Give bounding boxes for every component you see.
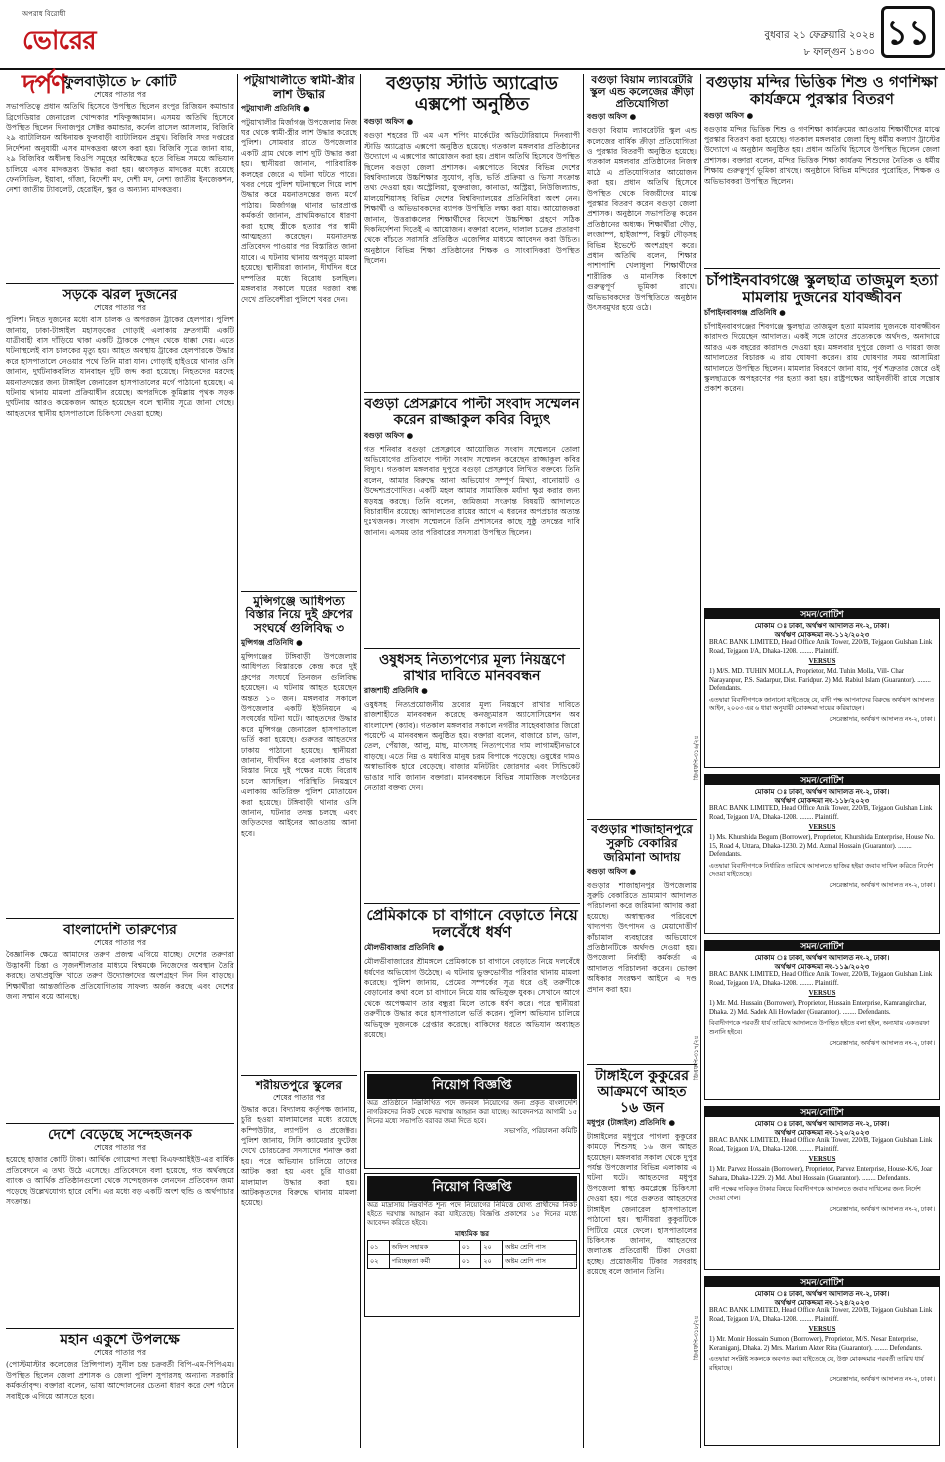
side-code: ডিএফপি-৩১৭/২৪ [693,1035,700,1080]
divider [704,268,940,269]
headline-phulbari[interactable]: ফুলবাড়ীতে ৮ কোটি [63,74,177,90]
ad-sign: সেরেস্তাদার, অর্থঋণ আদালত নং-২, ঢাকা। [829,1206,935,1214]
article-body: বগুড়ায় মন্দির ভিত্তিক শিশু ও গণশিক্ষা কার্যক্রমের আওতায় শিক্ষার্থীদের মাঝে পুরস্কার বিতরণ করা হয়েছে। গতকাল মঙ্গলবার জেলা হিন্দু ধর্মীয় কল্যাণ ট্রাস্টের উদ্যোগে এ অনুষ্ঠান অনুষ্ঠিত হয়। প্রধান অতিথি হিসেবে উপস্থিত ছিলেন জেলা প্রশাসক। বক্তারা বলেন, মন্দির ভিত্তিক শিক্ষা কার্যক্রম শিশুদের নৈতিক ও ধর্মীয় শিক্ষায় গুরুত্বপূর্ণ ভূমিকা রাখছে। অনুষ্ঠানে বিভিন্ন মন্দিরের পুরোহিত, শিক্ষক ও অভিভাবকরা উপস্থিত ছিলেন। [704,124,940,186]
page-number: ১১ [881,6,935,58]
jobs-table [367,1240,577,1269]
divider [241,591,357,592]
ad-foot: এতদ্বারা বিবাদীগণকে জানানো যাইতেছে যে, বাদী পক্ষ আপনাদের বিরুদ্ধে অর্থঋণ আদালত আইন, ২০০৩ এর ৬ ধারা অনুযায়ী মোকদ্দমা দায়ের করিয়াছেন। [709,696,935,713]
divider [6,283,234,284]
headline-press[interactable]: বগুড়া প্রেসক্লাবে পাল্টা সংবাদ সম্মেলন করেন রাজ্জাকুল কবির বিদ্যুৎ [364,396,580,429]
byline: রাজশাহী প্রতিনিধি ● [364,685,428,695]
ad-versus: VERSUS [808,1326,836,1334]
ad-foot: বিবাদীগণকে পরবর্তী ধার্য তারিখে আদালতে উপস্থিত হইতে বলা হইল, অন্যথায় একতরফা শুনানি হইবে। [709,1020,930,1036]
column-1 [6,74,234,1448]
ad-foot: বাদী পক্ষের দাবিকৃত টাকার বিষয়ে বিবাদীগণকে আদালতে জবাব দাখিলের জন্য নির্দেশ দেওয়া গেল। [709,1186,921,1202]
headline-krira[interactable]: বগুড়া বিয়াম ল্যাবরেটরি স্কুল এন্ড কলেজের ক্রীড়া প্রতিযোগিতা [590,74,694,111]
cell: অষ্টম শ্রেণি পাস [502,1241,576,1255]
court-notice-ad[interactable] [704,774,940,934]
article-body: (পোস্টমাস্টার কলেজের প্রিন্সিপাল) সুনীল চন্দ্র চক্রবর্তী বিপি-এম-পিপিএম। উপস্থিত ছিলেন জেলা প্রশাসক ও জেলা পুলিশ সুপারসহ অন্যান্য সরকারি কর্মকর্তাবৃন্দ। বক্তারা বলেন, ভাষা আন্দোলনের চেতনা ধারণ করে দেশ গঠনে সবাইকে এগিয়ে আসতে হবে। [6,1360,234,1401]
ad-head: সমন/নোটিশ [705,1277,939,1287]
column-divider [237,74,238,1448]
cell: অফিস সহায়ক [389,1241,459,1255]
cell: ০১ [368,1241,390,1255]
side-code: ডিএফপি-৩১৮/২৪ [693,1315,700,1360]
divider [364,903,580,904]
article-body: মৌলভীবাজারের শ্রীমঙ্গলে প্রেমিকাকে চা বাগানে বেড়াতে নিয়ে দলবেঁধে ধর্ষণের অভিযোগ উঠেছে। এ ঘটনায় ভুক্তভোগীর পরিবার থানায় মামলা করেছে। পুলিশ জানায়, প্রেমের সম্পর্কের সূত্র ধরে ওই তরুণীকে বেড়ানোর কথা বলে চা বাগানে নিয়ে যায় অভিযুক্ত যুবক। সেখানে আগে থেকে অপেক্ষমাণ তার বন্ধুরা মিলে তাকে ধর্ষণ করে। পরে স্থানীয়রা তরুণীকে উদ্ধার করে হাসপাতালে ভর্তি করেন। পুলিশ অভিযান চালিয়ে অভিযুক্ত দুজনকে গ্রেপ্তার করেছে। বাকিদের ধরতে অভিযান অব্যাহত রয়েছে। [364,957,580,1040]
byline: বগুড়া অফিস ● [364,117,414,127]
column-4 [587,74,697,1448]
court-notice-ad[interactable] [704,1106,940,1270]
ad-head: সমন/নোটিশ [705,1107,939,1117]
divider [6,1328,234,1329]
byline: বগুড়া অফিস ● [587,112,637,122]
date-bengali: ৮ ফাল্গুন ১৪৩০ [803,47,875,58]
byline: বগুড়া অফিস ● [364,430,414,440]
divider [587,819,697,820]
article-body: বগুড়ার শাজাহানপুর উপজেলায় সুরুচি বেকারিতে ভ্রাম্যমাণ আদালত পরিচালনা করে জরিমানা আদায় করা হয়েছে। অস্বাস্থ্যকর পরিবেশে খাদ্যপণ্য উৎপাদন ও মেয়াদোত্তীর্ণ কাঁচামাল ব্যবহারের অভিযোগে প্রতিষ্ঠানটিকে অর্থদণ্ড দেওয়া হয়। উপজেলা নির্বাহী কর্মকর্তা এ আদালত পরিচালনা করেন। ভোক্তা অধিকার সংরক্ষণ আইনে এ দণ্ড প্রদান করা হয়। [587,880,697,994]
ad-plaintiff: BRAC BANK LIMITED, Head Office Anik Tower, 220/B, Tejgaon Gulshan Link Road, Tejgaon I/A, Dhaka-1208. ........ Plaintiff. [709,1137,933,1153]
ad-case: অর্থঋণ মোকদ্দমা নং-১১৮/২০২৩ [774,796,870,805]
column-divider [583,74,584,1448]
ad-plaintiff: BRAC BANK LIMITED, Head Office Anik Tower, 220/B, Tejgaon Gulshan Link Road, Tejgaon I/A, Dhaka-1208. ........ Plaintiff. [709,971,933,987]
ad-plaintiff: BRAC BANK LIMITED, Head Office Anik Tower, 220/B, Tejgaon Gulshan Link Road, Tejgaon I/A, Dhaka-1208. ........ Plaintiff. [709,639,933,655]
ad-defendant: 1) Mr. Parvez Hossain (Borrower), Proprietor, Parvez Enterprise, House-K/6, Joar Sahara, Dhaka-1229. 2) Md. Abul Hossain (Guarantor). ........ Defendants. [709,1166,933,1182]
ad-defendant: 1) Mr. Md. Hussain (Borrower), Proprietor, Hussain Enterprise, Kamrangirchar, Dhaka. 2) Md. Sadek Ali Howlader (Guarantor). ........ Defendants. [709,1000,927,1016]
byline: মৌলভীবাজার প্রতিনিধি ● [364,943,445,953]
job-notice-2[interactable] [364,1173,580,1317]
notice-body: অত্র প্রতিষ্ঠানে নিম্নলিখিত পদে জনবল নিয়োগের জন্য প্রকৃত বাংলাদেশি নাগরিকদের নিকট থেকে দরখাস্ত আহ্বান করা যাচ্ছে। আবেদনপত্র আগামী ১৫ দিনের মধ্যে সভাপতি বরাবর জমা দিতে হবে। [367,1099,577,1126]
headline-jorimana[interactable]: বগুড়ার শাজাহানপুরে সুরুচি বেকারির জরিমানা আদায় [591,823,693,864]
byline: পটুয়াখালী প্রতিনিধি ● [241,103,310,113]
headline-munshiganj[interactable]: মুন্সিগঞ্জে আধিপত্য বিস্তার নিয়ে দুই গ্রুপের সংঘর্ষে গুলিবিদ্ধ ৩ [245,594,353,636]
ad-sign: সেরেস্তাদার, অর্থঋণ আদালত নং-২, ঢাকা। [829,716,935,724]
ad-head: সমন/নোটিশ [705,609,939,619]
divider [6,918,234,919]
cell: পরিচ্ছন্নতা কর্মী [389,1255,459,1269]
jump-line: শেষের পাতার পর [94,1348,146,1358]
notice-title: নিয়োগ বিজ্ঞপ্তি [367,1074,577,1099]
article-body: বগুড়া শহরের টি এম এস শপিং মার্কেটের অডিটোরিয়ামে দিনব্যাপী স্টাডি অ্যাব্রোড এক্সপো অনুষ্ঠিত হয়েছে। গতকাল মঙ্গলবার প্রতিষ্ঠানের উদ্যোগে এ এক্সপোর আয়োজন করা হয়। প্রধান অতিথি হিসেবে উপস্থিত ছিলেন বগুড়া জেলা প্রশাসক। এক্সপোতে বিশ্বের বিভিন্ন দেশের বিশ্ববিদ্যালয়ে উচ্চশিক্ষার সুযোগ, বৃত্তি, ভর্তি প্রক্রিয়া ও ভিসা সংক্রান্ত তথ্য দেওয়া হয়। অস্ট্রেলিয়া, যুক্তরাজ্য, কানাডা, অস্ট্রিয়া, নিউজিল্যান্ড, মালয়েশিয়াসহ বিভিন্ন দেশের বিশ্ববিদ্যালয়ের প্রতিনিধিরা অংশ নেন। শিক্ষার্থী ও অভিভাবকদের ব্যাপক উপস্থিতি লক্ষ্য করা যায়। আয়োজকরা জানান, উত্তরাঞ্চলের শিক্ষার্থীদের বিদেশে উচ্চশিক্ষা গ্রহণে সঠিক দিকনির্দেশনা দিতেই এ আয়োজন। বক্তারা বলেন, দালাল চক্রের প্রতারণা থেকে বাঁচতে সরাসরি প্রতিষ্ঠিত এজেন্সির মাধ্যমে আবেদন করা উচিত। অনুষ্ঠানে বিভিন্ন শিক্ষা প্রতিষ্ঠানের শিক্ষক ও সাংবাদিকরা উপস্থিত ছিলেন। [364,131,580,266]
ad-plaintiff: BRAC BANK LIMITED, Head Office Anik Tower, 220/B, Tejgaon Gulshan Link Road, Tejgaon I/A, Dhaka-1208. ........ Plaintiff. [709,805,933,821]
jump-line: শেষের পাতার পর [94,938,146,948]
logo-name: ভোরের দর্পণ [22,26,96,100]
ad-defendant: 1) M/S. MD. TUHIN MOLLA, Proprietor, Md. Tuhin Molla, Vill- Char Narayanpur, P.S. Sadarpur, Dist. Faridpur. 2) Md. Rabiul Islam (Guarantor). ........ Defendants. [709,668,931,693]
byline: বগুড়া অফিস ● [704,110,754,120]
article-body: উদ্ধার করে। বিদ্যালয় কর্তৃপক্ষ জানায়, চুরি হওয়া মালামালের মধ্যে রয়েছে কম্পিউটার, ল্যাপটপ ও প্রজেক্টর। পুলিশ জানায়, সিসি ক্যামেরার ফুটেজ দেখে চোরচক্রের সদস্যদের শনাক্ত করা হয়। পরে অভিযান চালিয়ে তাদের আটক করা হয় এবং চুরি যাওয়া মালামাল উদ্ধার করা হয়। আটককৃতদের বিরুদ্ধে থানায় মামলা হয়েছে। [241,1104,357,1208]
ad-case: অর্থঋণ মোকদ্দমা নং-১১২/২০২৩ [774,630,870,639]
ad-case: অর্থঋণ মোকদ্দমা নং-১১৯/২০২৩ [774,962,870,971]
table-head: মাধ্যমিক স্তর [455,1229,489,1239]
ad-court: মোকাম ঃ ঢাকা, অর্থঋণ আদালত নং-২, ঢাকা। [754,954,890,963]
cell: ০২ [368,1255,390,1269]
cell: ২০ [481,1255,503,1269]
headline-deshe[interactable]: দেশে বেড়েছে সন্দেহজনক [47,1127,193,1144]
ad-head: সমন/নোটিশ [705,775,939,785]
column-3 [364,74,580,1448]
cell: ০১ [459,1241,481,1255]
ad-defendant: 1) Ms. Khurshida Begum (Borrower), Proprietor, Khurshida Enterprise, House No. 15, Road 4, Uttara, Dhaka-1230. 2) Md. Azmal Hossain (Guarantor). ........ Defendants. [709,834,935,859]
notice-signature: সভাপতি, পরিচালনা কমিটি [504,1127,577,1136]
ad-sign: সেরেস্তাদার, অর্থঋণ আদালত নং-২, ঢাকা। [829,1040,935,1048]
article-body: বগুড়া বিয়াম ল্যাবরেটরি স্কুল এন্ড কলেজের বার্ষিক ক্রীড়া প্রতিযোগিতা ও পুরস্কার বিতরণী অনুষ্ঠিত হয়েছে। গতকাল মঙ্গলবার প্রতিষ্ঠানের নিজস্ব মাঠে এ প্রতিযোগিতার আয়োজন করা হয়। প্রধান অতিথি হিসেবে উপস্থিত থেকে বিজয়ীদের মাঝে পুরস্কার বিতরণ করেন বগুড়া জেলা প্রশাসক। অনুষ্ঠানে সভাপতিত্ব করেন প্রতিষ্ঠানের অধ্যক্ষ। শিক্ষার্থীরা দৌড়, লংজাম্প, হাইজাম্প, বিস্কুট দৌড়সহ বিভিন্ন ইভেন্টে অংশগ্রহণ করে। প্রধান অতিথি বলেন, শিক্ষার পাশাপাশি খেলাধুলা শিক্ষার্থীদের শারীরিক ও মানসিক বিকাশে গুরুত্বপূর্ণ ভূমিকা রাখে। অভিভাবকদের উপস্থিতিতে অনুষ্ঠান উৎসবমুখর হয়ে ওঠে। [587,126,697,313]
headline-expo[interactable]: বগুড়ায় স্টাডি অ্যাব্রোড এক্সপো অনুষ্ঠিত [386,74,558,115]
article-body: ওষুধসহ নিত্যপ্রয়োজনীয় দ্রব্যের মূল্য নিয়ন্ত্রণে রাখার দাবিতে রাজশাহীতে মানববন্ধন করেছে কনজ্যুমারস অ্যাসোসিয়েশন অব বাংলাদেশ (ক্যাব)। গতকাল মঙ্গলবার সকালে নগরীর সাহেববাজার জিরো পয়েন্টে এ মানববন্ধন অনুষ্ঠিত হয়। বক্তারা বলেন, বাজারে চাল, ডাল, তেল, পেঁয়াজ, আলু, মাছ, মাংসসহ নিত্যপণ্যের দাম লাগামহীনভাবে বাড়ছে। এতে নিম্ন ও মধ্যবিত্ত মানুষ চরম বিপাকে পড়েছে। ওষুধের দামও অস্বাভাবিক হারে বেড়েছে। বাজার মনিটরিং জোরদার এবং সিন্ডিকেট ভাঙার দাবি জানান বক্তারা। মানববন্ধনে বিভিন্ন সামাজিক সংগঠনের নেতারা বক্তব্য দেন। [364,699,580,792]
ad-head: সমন/নোটিশ [705,941,939,951]
ad-plaintiff: BRAC BANK LIMITED, Head Office Anik Tower, 220/B, Tejgaon Gulshan Link Road, Tejgaon I/A, Dhaka-1208. ........ Plaintiff. [709,1307,933,1323]
byline: চাঁপাইনবাবগঞ্জ প্রতিনিধি ● [704,308,786,317]
article-body: টাঙ্গাইলের মধুপুরে পাগলা কুকুরের কামড়ে শিশুসহ ১৬ জন আহত হয়েছেন। মঙ্গলবার সকাল থেকে দুপুর পর্যন্ত উপজেলার বিভিন্ন এলাকায় এ ঘটনা ঘটে। আহতদের মধুপুর উপজেলা স্বাস্থ্য কমপ্লেক্সে চিকিৎসা দেওয়া হয়। পরে গুরুতর আহতদের টাঙ্গাইল জেনারেল হাসপাতালে পাঠানো হয়। স্থানীয়রা কুকুরটিকে পিটিয়ে মেরে ফেলে। হাসপাতালের চিকিৎসক জানান, আহতদের জলাতঙ্ক প্রতিরোধী টিকা দেওয়া হচ্ছে। প্রয়োজনীয় টিকার সরবরাহ রয়েছে বলে জানান তিনি। [587,1131,697,1277]
cell: অষ্টম শ্রেণি পাস [502,1255,576,1269]
jump-line: শেষের পাতার পর [94,303,146,313]
jump-line: শেষের পাতার পর [94,1143,146,1153]
date-gregorian: বুধবার ২১ ফেব্রুয়ারি ২০২৪ [764,30,875,41]
dateline [765,28,876,62]
notice-body: অত্র মাদ্রাসায় নিম্নবর্ণিত শূন্য পদে নিয়োগের নিমিত্তে যোগ্য প্রার্থীদের নিকট হইতে দরখাস্ত আহ্বান করা যাইতেছে। বিজ্ঞপ্তি প্রকাশের ১৫ দিনের মধ্যে আবেদন করিতে হইবে। [367,1201,577,1228]
job-notice-1[interactable] [364,1071,580,1169]
jump-line: শেষের পাতার পর [94,90,146,100]
article-body: পটুয়াখালীর মির্জাগঞ্জ উপজেলায় নিজ ঘর থেকে স্বামী-স্ত্রীর লাশ উদ্ধার করেছে পুলিশ। সোমবার রাতে উপজেলার একটি গ্রাম থেকে লাশ দুটি উদ্ধার করা হয়। স্থানীয়রা জানান, পারিবারিক কলহের জেরে এ ঘটনা ঘটতে পারে। খবর পেয়ে পুলিশ ঘটনাস্থলে গিয়ে লাশ উদ্ধার করে ময়নাতদন্তের জন্য মর্গে পাঠায়। মির্জাগঞ্জ থানার ভারপ্রাপ্ত কর্মকর্তা জানান, প্রাথমিকভাবে ধারণা করা হচ্ছে স্ত্রীকে হত্যার পর স্বামী আত্মহত্যা করেছেন। ময়নাতদন্ত প্রতিবেদন পাওয়ার পর বিস্তারিত জানা যাবে। এ ঘটনায় থানায় অপমৃত্যু মামলা হয়েছে। স্থানীয়রা জানান, দীর্ঘদিন ধরে দম্পতির মধ্যে বিরোধ চলছিল। মঙ্গলবার সকালে ঘরের দরজা বন্ধ দেখে প্রতিবেশীরা পুলিশে খবর দেন। [241,117,357,304]
court-notice-ad[interactable] [704,1276,940,1446]
ad-foot: এতদ্বারা বিবাদীগণকে নির্ধারিত তারিখে আদালতে হাজির হইয়া জবাব দাখিল করিতে নির্দেশ দেওয়া যাইতেছে। [709,862,934,879]
ad-sign: সেরেস্তাদার, অর্থঋণ আদালত নং-২, ঢাকা। [829,1376,935,1384]
ad-versus: VERSUS [808,1156,836,1164]
article-body: মুন্সিগঞ্জের টঙ্গিবাড়ী উপজেলায় আধিপত্য বিস্তারকে কেন্দ্র করে দুই গ্রুপের সংঘর্ষে তিনজন গুলিবিদ্ধ হয়েছেন। এ ঘটনায় আহত হয়েছেন অন্তত ১০ জন। মঙ্গলবার সকালে উপজেলার একটি ইউনিয়নে এ সংঘর্ষের ঘটনা ঘটে। আহতদের উদ্ধার করে মুন্সিগঞ্জ জেনারেল হাসপাতালে ভর্তি করা হয়েছে। গুরুতর আহতদের ঢাকায় পাঠানো হয়েছে। স্থানীয়রা জানান, দীর্ঘদিন ধরে এলাকায় প্রভাব বিস্তার নিয়ে দুই পক্ষের মধ্যে বিরোধ চলে আসছিল। পরিস্থিতি নিয়ন্ত্রণে এলাকায় অতিরিক্ত পুলিশ মোতায়েন করা হয়েছে। টঙ্গিবাড়ী থানার ওসি জানান, ঘটনার তদন্ত চলছে এবং জড়িতদের আইনের আওতায় আনা হবে। [241,651,357,838]
table-row [368,1255,577,1269]
article-body: সভাপতিত্বে প্রধান অতিথি হিসেবে উপস্থিত ছিলেন রংপুর রিজিয়ন কমান্ডার ব্রিগেডিয়ার জেনারেল খোন্দকার শফিকুজ্জামান। এসময় অতিথি হিসেবে উপস্থিত ছিলেন দিনাজপুর সেক্টর কমান্ডার, কর্নেল রাসেল আসলাম, বিজিবি ২৯ ব্যাটালিয়ন অধিনায়ক ফুলবাড়ী ব্যাটালিয়ন প্রমুখ। বিজিবি সদর দপ্তরের নির্দেশনা অনুযায়ী এসব মাদকদ্রব্য ধ্বংস করা হয়। বিজিবি সূত্রে জানা যায়, ২৯ বিজিবির অধীনস্থ বিওপি সমূহের অধিক্ষেত্র হতে বিভিন্ন সময়ে অভিযান চালিয়ে এসব মাদকদ্রব্য উদ্ধার করা হয়। ধ্বংসকৃত মাদকের মধ্যে রয়েছে ফেনসিডিল, ইয়াবা, গাঁজা, বিদেশী মদ, দেশী মদ, নেশা জাতীয় ইনজেকশন, নেশা জাতীয় ট্যাবলেট, হেরোইন, স্কুর ও অন্যান্য মাদকদ্রব্য। [6,102,234,195]
cell: ০১ [459,1255,481,1269]
ad-versus: VERSUS [808,990,836,998]
table-row [368,1241,577,1255]
article-body: চাঁপাইনবাবগঞ্জের শিবগঞ্জে স্কুলছাত্র তাজমুল হত্যা মামলায় দুজনকে যাবজ্জীবন কারাদণ্ড দিয়েছেন আদালত। একই সঙ্গে তাদের প্রত্যেককে অর্থদণ্ড, অনাদায়ে আরও এক বছরের কারাদণ্ড দেওয়া হয়। মঙ্গলবার দুপুরে জেলা ও দায়রা জজ আদালতের বিচারক এ রায় ঘোষণা করেন। রায় ঘোষণার সময় আসামিরা আদালতে উপস্থিত ছিলেন। মামলার বিবরণে জানা যায়, পূর্ব শত্রুতার জেরে ওই স্কুলছাত্রকে অপহরণের পর হত্যা করা হয়। রাষ্ট্রপক্ষের আইনজীবী রায়ে সন্তোষ প্রকাশ করেন। [704,322,940,394]
ad-court: মোকাম ঃ ঢাকা, অর্থঋণ আদালত নং-২, ঢাকা। [754,622,890,631]
headline-tarun[interactable]: বাংলাদেশি তারুণ্যের [63,922,177,939]
column-divider [360,74,361,1448]
article-body: গত শনিবার বগুড়া প্রেসক্লাবে আয়োজিত সংবাদ সম্মেলনে তোলা অভিযোগের প্রতিবাদে পাল্টা সংবাদ সম্মেলন করেছেন রাজ্জাকুল কবির বিদ্যুৎ। গতকাল মঙ্গলবার দুপুরে বগুড়া প্রেসক্লাবে লিখিত বক্তব্যে তিনি বলেন, আমার বিরুদ্ধে আনা অভিযোগ সম্পূর্ণ মিথ্যা, বানোয়াট ও উদ্দেশ্যপ্রণোদিত। একটি মহল আমার সামাজিক মর্যাদা ক্ষুণ্ণ করার জন্য ষড়যন্ত্র করছে। তিনি বলেন, জমিজমা সংক্রান্ত বিষয়টি আদালতে বিচারাধীন রয়েছে। আদালতের রায়ের আগে এ ধরনের অপপ্রচার অত্যন্ত দুঃখজনক। সংবাদ সম্মেলনে তিনি প্রশাসনের কাছে সুষ্ঠু তদন্তের দাবি জানান। এসময় তার পরিবারের সদস্যরা উপস্থিত ছিলেন। [364,444,580,537]
jump-line: শেষের পাতার পর [273,1092,325,1102]
column-2 [241,74,357,1448]
divider [241,1075,357,1076]
divider [6,1123,234,1124]
ad-court: মোকাম ঃ ঢাকা, অর্থঋণ আদালত নং-২, ঢাকা। [754,1290,890,1299]
side-code: ডিএফপি-৩১৬/২৪ [693,735,700,780]
ad-court: মোকাম ঃ ঢাকা, অর্থঋণ আদালত নং-২, ঢাকা। [754,1120,890,1129]
divider [364,392,580,393]
headline-sorok[interactable]: সড়কে ঝরল দুজনের [62,287,178,304]
headline-shariatpur[interactable]: শরীয়তপুরে স্কুলের [256,1078,342,1092]
headline-tangail[interactable]: টাঙ্গাইলে কুকুরের আক্রমণে আহত ১৬ জন [595,1067,689,1116]
court-notice-ad[interactable] [704,940,940,1100]
ad-foot: এতদ্বারা সংশ্লিষ্ট সকলকে অবগত করা যাইতেছে যে, উক্ত মোকদ্দমার পরবর্তী তারিখ ধার্য রহিয়াছে। [709,1356,924,1372]
divider [587,1064,697,1065]
ad-sign: সেরেস্তাদার, অর্থঋণ আদালত নং-২, ঢাকা। [829,882,935,890]
article-body: হয়েছে হাজার কোটি টাকা। আর্থিক গোয়েন্দা সংস্থা বিএফআইইউ-এর বার্ষিক প্রতিবেদনে এ তথ্য উঠে এসেছে। প্রতিবেদনে বলা হয়েছে, গত অর্থবছরে ব্যাংক ও আর্থিক প্রতিষ্ঠানগুলো থেকে সন্দেহজনক লেনদেন প্রতিবেদন জমা পড়েছে উল্লেখযোগ্য হারে বেশি। এর মধ্যে বড় একটি অংশ হুন্ডি ও অর্থপাচার সংক্রান্ত। [6,1155,234,1206]
ad-case: অর্থঋণ মোকদ্দমা নং-১২৪/২০২৩ [774,1298,870,1307]
ad-versus: VERSUS [808,824,836,832]
byline: মুন্সিগঞ্জ প্রতিনিধি ● [241,637,303,647]
headline-mohan[interactable]: মহান একুশে উপলক্ষে [60,1332,180,1349]
ad-case: অর্থঋণ মোকদ্দমা নং-১২০/২০২৩ [774,1128,870,1137]
cell: ২০ [481,1241,503,1255]
headline-patuakhali[interactable]: পটুয়াখালীতে স্বামী-স্ত্রীর লাশ উদ্ধার [243,74,355,101]
headline-mandir[interactable]: বগুড়ায় মন্দির ভিত্তিক শিশু ও গণশিক্ষা কার্যক্রমে পুরস্কার বিতরণ [706,74,938,109]
headline-chapai[interactable]: চাঁপাইনবাবগঞ্জে স্কুলছাত্র তাজমুল হত্যা মামলায় দুজনের যাবজ্জীবন [706,271,938,306]
ad-defendant: 1) Mr. Monir Hossain Sumon (Borrower), Proprietor, M/S. Nesar Enterprise, Keraniganj, Dhaka. 2) Mrs. Marium Akter Rita (Guarantor). ........ Defendants. [709,1336,923,1352]
notice-title: নিয়োগ বিজ্ঞপ্তি [367,1176,577,1201]
ad-versus: VERSUS [808,658,836,666]
divider [364,648,580,649]
court-notice-ad[interactable] [704,608,940,768]
byline: বগুড়া অফিস ● [587,866,637,876]
logo-tagline: অপরাধ বিরোধী [22,10,66,18]
headline-premika[interactable]: প্রেমিকাকে চা বাগানে বেড়াতে নিয়ে দলবেঁধে ধর্ষণ [366,906,578,941]
byline: মধুপুর (টাঙ্গাইল) প্রতিনিধি ● [587,1117,676,1127]
ad-court: মোকাম ঃ ঢাকা, অর্থঋণ আদালত নং-২, ঢাকা। [754,788,890,797]
article-body: বৈজ্ঞানিক ক্ষেত্রে আমাদের তরুণ প্রজন্ম এগিয়ে যাচ্ছে। দেশের তরুণরা উদ্ভাবনী চিন্তা ও সৃজনশীলতার মাধ্যমে বিশ্বমঞ্চে নিজেদের অবস্থান তৈরি করছে। তথ্যপ্রযুক্তি খাতে তরুণ উদ্যোক্তাদের অংশগ্রহণ দিন দিন বাড়ছে। শিক্ষার্থীরা আন্তর্জাতিক প্রতিযোগিতায় সাফল্য অর্জন করছে এবং দেশের জন্য সম্মান বয়ে আনছে। [6,950,234,1001]
article-body: পুলিশ। নিহত দুজনের মধ্যে বাস চালক ও অপরজন ট্রাকের হেলপার। পুলিশ জানায়, ঢাকা-টাঙ্গাইল মহাসড়কের গোড়াই এলাকায় দ্রুতগামী একটি যাত্রীবাহী বাস দাঁড়িয়ে থাকা একটি ট্রাককে পেছন থেকে ধাক্কা দেয়। এতে ঘটনাস্থলেই বাস চালকের মৃত্যু হয়। আহত অবস্থায় ট্রাকের হেলপারকে উদ্ধার করে হাসপাতালে নেওয়ার পথে তিনি মারা যান। গোড়াই হাইওয়ে থানার ওসি জানান, দুর্ঘটনাকবলিত যানবাহন দুটি জব্দ করা হয়েছে। নিহতদের মরদেহ ময়নাতদন্তের জন্য টাঙ্গাইল জেনারেল হাসপাতালের মর্গে পাঠানো হয়েছে। এ ঘটনায় থানায় মামলা প্রক্রিয়াধীন রয়েছে। অপরদিকে কুমিল্লায় পৃথক সড়ক দুর্ঘটনায় আরও কয়েকজন আহত হয়েছেন বলে স্থানীয় সূত্রে জানা গেছে। আহতদের স্থানীয় হাসপাতালে চিকিৎসা দেওয়া হচ্ছে। [6,315,234,418]
headline-rajshahi[interactable]: ওষুধসহ নিত্যপণ্যের মূল্য নিয়ন্ত্রণে রাখার দাবিতে মানববন্ধন [378,651,566,684]
